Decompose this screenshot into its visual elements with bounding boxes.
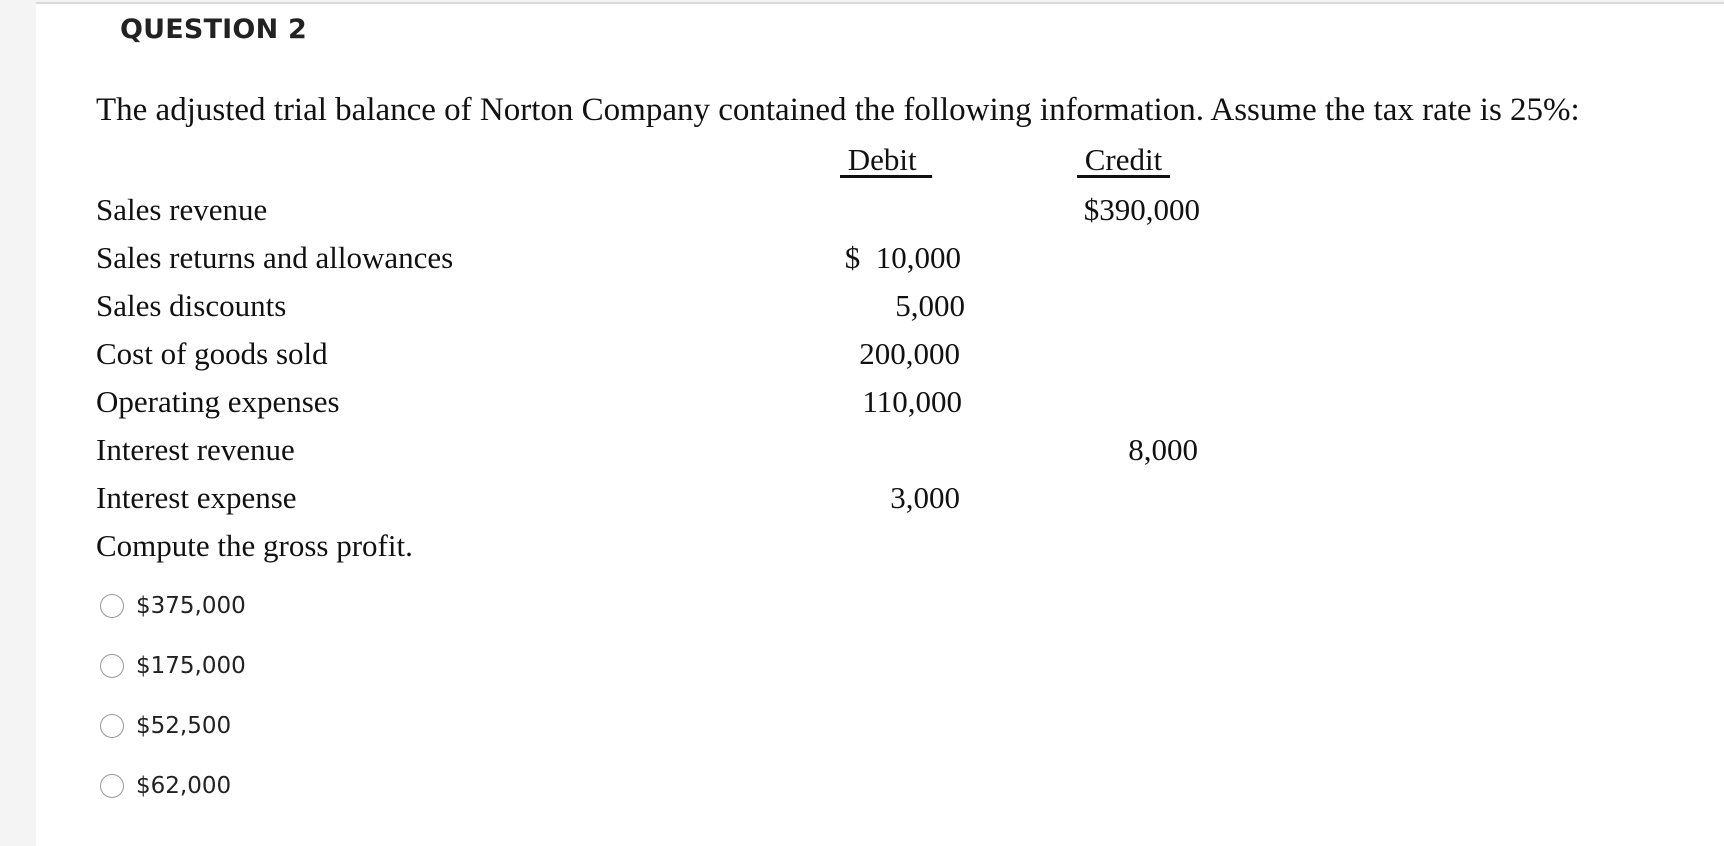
row-label-interest-expense: Interest expense	[96, 480, 297, 515]
radio-button-icon[interactable]	[100, 654, 124, 678]
row-label-sales-returns: Sales returns and allowances	[96, 240, 454, 275]
answer-option-label: $62,000	[136, 773, 232, 799]
debit-column-header: Debit	[840, 142, 933, 177]
answer-option-1[interactable]	[100, 590, 246, 622]
question-intro: The adjusted trial balance of Norton Company contained the following information. Assume the tax rate is 25%:	[96, 92, 1580, 128]
answer-option-label: $375,000	[136, 593, 246, 619]
debit-value-cogs: 200,000	[859, 336, 960, 371]
credit-column-header: Credit	[1077, 142, 1170, 177]
credit-value-sales-revenue: $390,000	[1083, 192, 1200, 227]
radio-button-icon[interactable]	[100, 594, 124, 618]
debit-value-operating-expenses: 110,000	[862, 384, 962, 419]
credit-value-interest-revenue: 8,000	[1128, 432, 1198, 467]
row-label-cogs: Cost of goods sold	[96, 336, 328, 371]
answer-option-label: $175,000	[136, 653, 246, 679]
row-label-operating-expenses: Operating expenses	[96, 384, 340, 419]
row-label-sales-revenue: Sales revenue	[96, 192, 268, 227]
radio-button-icon[interactable]	[100, 774, 124, 798]
debit-value-sales-discounts: 5,000	[895, 288, 965, 323]
row-label-interest-revenue: Interest revenue	[96, 432, 295, 467]
question-title: QUESTION 2	[120, 14, 307, 45]
answer-option-4[interactable]	[100, 770, 231, 802]
debit-value-sales-returns: $ 10,000	[844, 240, 961, 275]
answer-option-3[interactable]	[100, 710, 231, 742]
question-prompt: Compute the gross profit.	[96, 528, 413, 563]
row-label-sales-discounts: Sales discounts	[96, 288, 287, 323]
radio-button-icon[interactable]	[100, 714, 124, 738]
answer-option-2[interactable]	[100, 650, 246, 682]
debit-value-interest-expense: 3,000	[890, 480, 960, 515]
answer-option-label: $52,500	[136, 713, 232, 739]
